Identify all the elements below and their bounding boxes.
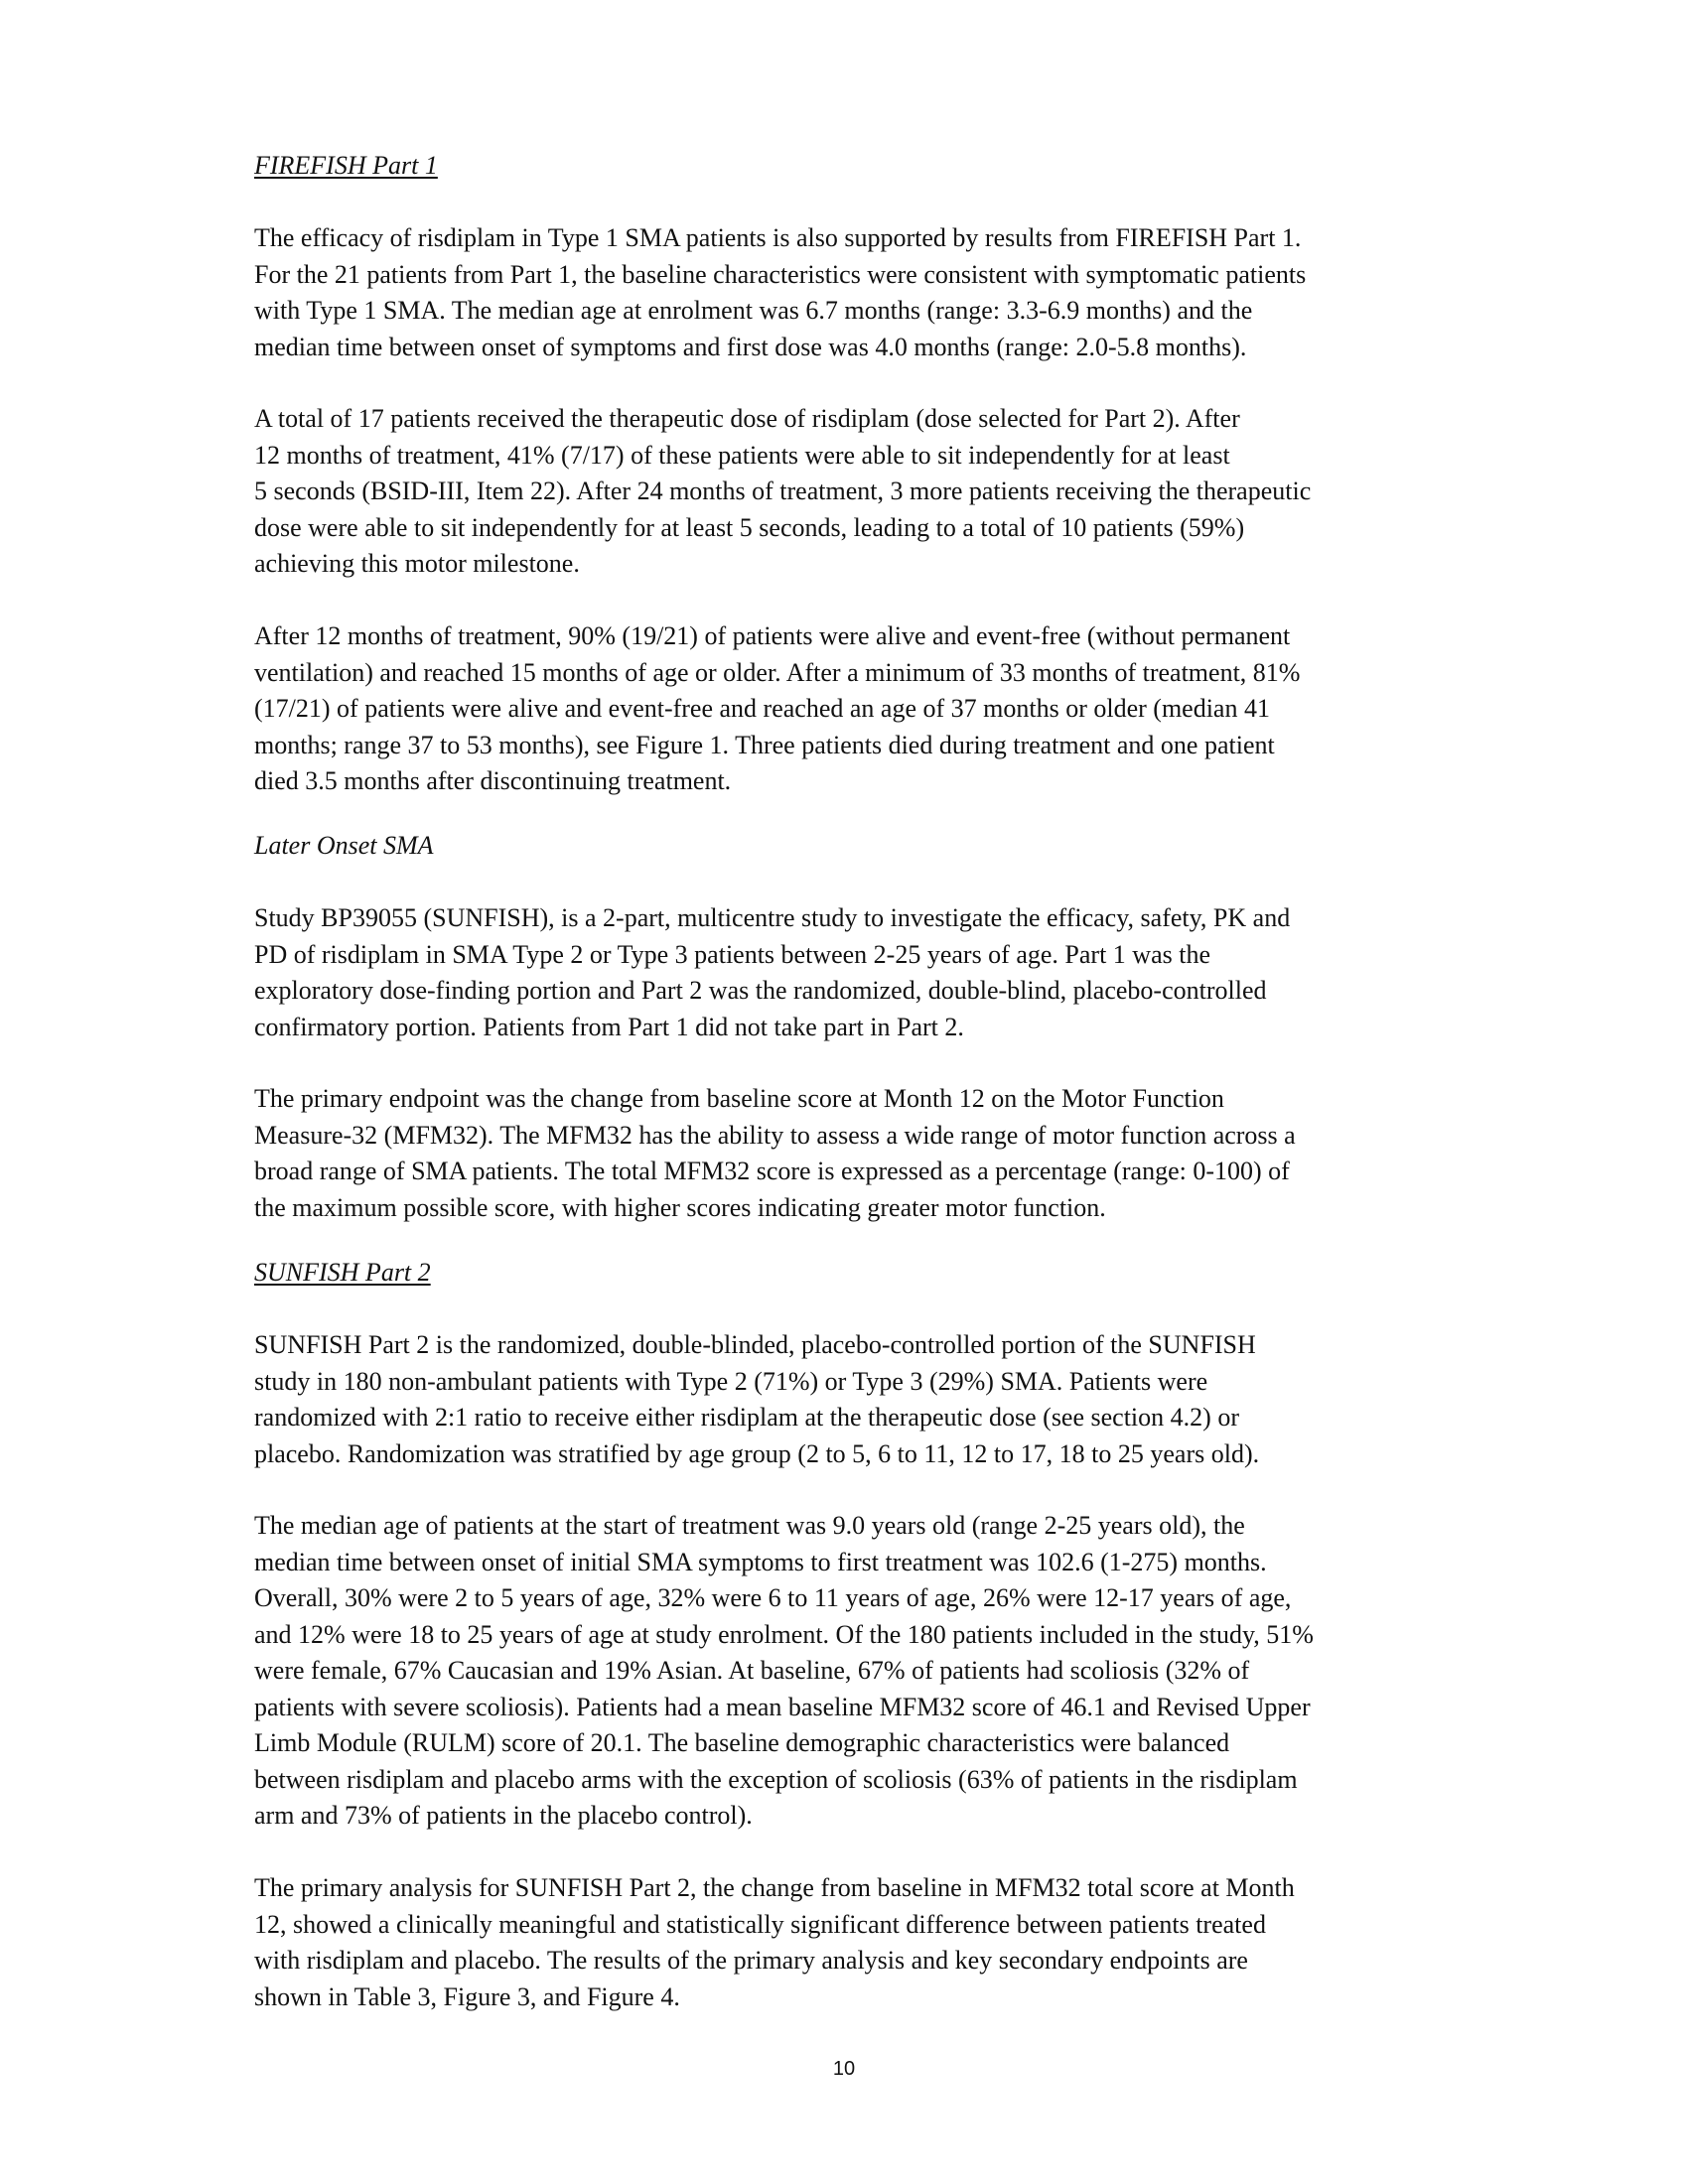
paragraph-primary-endpoint: The primary endpoint was the change from baseline score at Month 12 on the Motor Function Measure-32 (MFM32). The MFM32 has the ability to assess a wide range of motor function across a broad range of SMA patients. The total MFM32 score is expressed as a percentage (range: 0-100) of the maximum possible score, with higher scores indicating greater motor function. bbox=[254, 1084, 1296, 1222]
page-number: 10 bbox=[832, 2058, 856, 2080]
section-heading-firefish-part-1: FIREFISH Part 1 bbox=[254, 151, 438, 180]
paragraph-firefish-sitting: A total of 17 patients received the therapeutic dose of risdiplam (dose selected for Part 2). After 12 months of treatment, 41% (7/17) of these patients were able to sit independently for at least 5 seconds (BSID-III, Item 22). After 24 months of treatment, 3 more patients receiving the therapeutic dose were able to sit independently for at least 5 seconds, leading to a total of 10 patients (59%) achieving this motor milestone. bbox=[254, 404, 1312, 578]
paragraph-primary-analysis: The primary analysis for SUNFISH Part 2, the change from baseline in MFM32 total score at Month 12, showed a clinically meaningful and statistically significant difference between patients treated with risdiplam and placebo. The results of the primary analysis and key secondary endpoints are shown in Table 3, Figure 3, and Figure 4. bbox=[254, 1873, 1295, 2011]
paragraph-sunfish-design: Study BP39055 (SUNFISH), is a 2-part, multicentre study to investigate the efficacy, safety, PK and PD of risdiplam in SMA Type 2 or Type 3 patients between 2-25 years of age. Part 1 was the exploratory dose-finding portion and Part 2 was the randomized, double-blind, placebo-controlled confirmatory portion. Patients from Part 1 did not take part in Part 2. bbox=[254, 903, 1291, 1041]
paragraph-sunfish-part-2-design: SUNFISH Part 2 is the randomized, double-blinded, placebo-controlled portion of the SUNFISH study in 180 non-ambulant patients with Type 2 (71%) or Type 3 (29%) SMA. Patients were randomized with 2:1 ratio to receive either risdiplam at the therapeutic dose (see section 4.2) or placebo. Randomization was stratified by age group (2 to 5, 6 to 11, 12 to 17, 18 to 25 years old). bbox=[254, 1330, 1260, 1468]
paragraph-firefish-survival: After 12 months of treatment, 90% (19/21) of patients were alive and event-free (without permanent ventilation) and reached 15 months of age or older. After a minimum of 33 months of treatment, 81% (17/21) of patients were alive and event-free and reached an age of 37 months or older (median 41 months; range 37 to 53 months), see Figure 1. Three patients died during treatment and one patient died 3.5 months after discontinuing treatment. bbox=[254, 621, 1301, 795]
section-heading-later-onset-sma: Later Onset SMA bbox=[254, 831, 434, 860]
section-heading-sunfish-part-2: SUNFISH Part 2 bbox=[254, 1258, 431, 1287]
paragraph-sunfish-demographics: The median age of patients at the start of treatment was 9.0 years old (range 2-25 years old), the median time between onset of initial SMA symptoms to first treatment was 102.6 (1-275) months. Overall, 30% were 2 to 5 years of age, 32% were 6 to 11 years of age, 26% were 12-17 years of age, and 12% were 18 to 25 years of age at study enrolment. Of the 180 patients included in the study, 51% were female, 67% Caucasian and 19% Asian. At baseline, 67% of patients had scoliosis (32% of patients with severe scoliosis). Patients had a mean baseline MFM32 score of 46.1 and Revised Upper Limb Module (RULM) score of 20.1. The baseline demographic characteristics were balanced between risdiplam and placebo arms with the exception of scoliosis (63% of patients in the risdiplam arm and 73% of patients in the placebo control). bbox=[254, 1511, 1314, 1830]
paragraph-firefish-baseline: The efficacy of risdiplam in Type 1 SMA patients is also supported by results from FIREFISH Part 1. For the 21 patients from Part 1, the baseline characteristics were consistent with symptomatic patients with Type 1 SMA. The median age at enrolment was 6.7 months (range: 3.3-6.9 months) and the median time between onset of symptoms and first dose was 4.0 months (range: 2.0-5.8 months). bbox=[254, 223, 1307, 361]
